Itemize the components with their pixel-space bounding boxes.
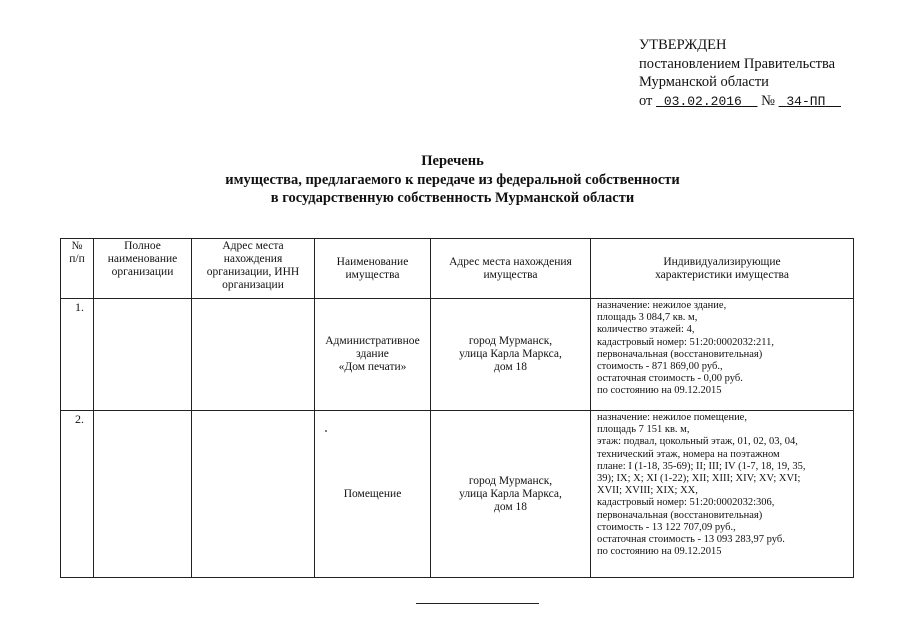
table-row [61, 299, 854, 411]
header-number: № п/п [61, 239, 94, 299]
approval-stamp [639, 36, 841, 111]
approval-date-line [639, 92, 841, 112]
org-name-cell [94, 299, 192, 411]
date-prefix: от [639, 92, 653, 109]
header-org-address: Адрес места нахождения организации, ИНН организации [192, 239, 315, 299]
property-table [60, 238, 854, 578]
org-name-cell [94, 411, 192, 578]
approval-date: 03.02.2016 [663, 93, 742, 109]
title-line-3: в государственную собственность Мурманской области [270, 190, 635, 206]
scan-speck [325, 430, 327, 432]
closing-rule [416, 603, 539, 604]
row-number: 2. [61, 411, 94, 578]
header-org-name: Полное наименование организации [94, 239, 192, 299]
property-address-cell: город Мурманск, улица Карла Маркса, дом 18 [431, 411, 591, 578]
characteristics-cell: назначение: нежилое здание, площадь 3 084,7 кв. м, количество этажей: 4, кадастровый номер: 51:20:0002032:211, первоначальная (восстановительная) стоимость - 871 869,00 руб., остаточная стоимость - 0,00 руб. по состоянию на 09.12.2015 [591, 299, 854, 411]
approval-line-3: Мурманской области [639, 74, 769, 90]
property-name-cell: Административное здание «Дом печати» [315, 299, 431, 411]
number-prefix: № [761, 92, 775, 109]
row-number: 1. [61, 299, 94, 411]
header-property-name: Наименование имущества [315, 239, 431, 299]
document-title [0, 152, 905, 208]
property-name-cell: Помещение [315, 411, 431, 578]
characteristics-cell: назначение: нежилое помещение, площадь 7 151 кв. м, этаж: подвал, цокольный этаж, 01, 02, 03, 04, технический этаж, номера на поэтажном плане: I (1-18, 35-69); II; III; IV (1-7, 18, 19, 35, 39); IX; X; XI (1-22); XII; XIII; XIV; XV; XVI; XVII; XVIII; XIX; XX, кадастровый номер: 51:20:0002032:306, первоначальная (восстановительная) стоимость - 13 122 707,09 руб., остаточная стоимость - 13 093 283,97 руб. по состоянию на 09.12.2015 [591, 411, 854, 578]
approval-heading: УТВЕРЖДЕН [639, 37, 727, 53]
org-address-cell [192, 299, 315, 411]
org-address-cell [192, 411, 315, 578]
title-line-2: имущества, предлагаемого к передаче из федеральной собственности [225, 171, 680, 188]
property-address-cell: город Мурманск, улица Карла Маркса, дом 18 [431, 299, 591, 411]
header-characteristics: Индивидуализирующие характеристики имущества [591, 239, 854, 299]
approval-number: 34-ПП [786, 93, 826, 109]
approval-line-2: постановлением Правительства [639, 55, 836, 72]
table-row [61, 411, 854, 578]
title-line-1: Перечень [421, 153, 484, 169]
header-property-address: Адрес места нахождения имущества [431, 239, 591, 299]
table-header-row [61, 239, 854, 299]
